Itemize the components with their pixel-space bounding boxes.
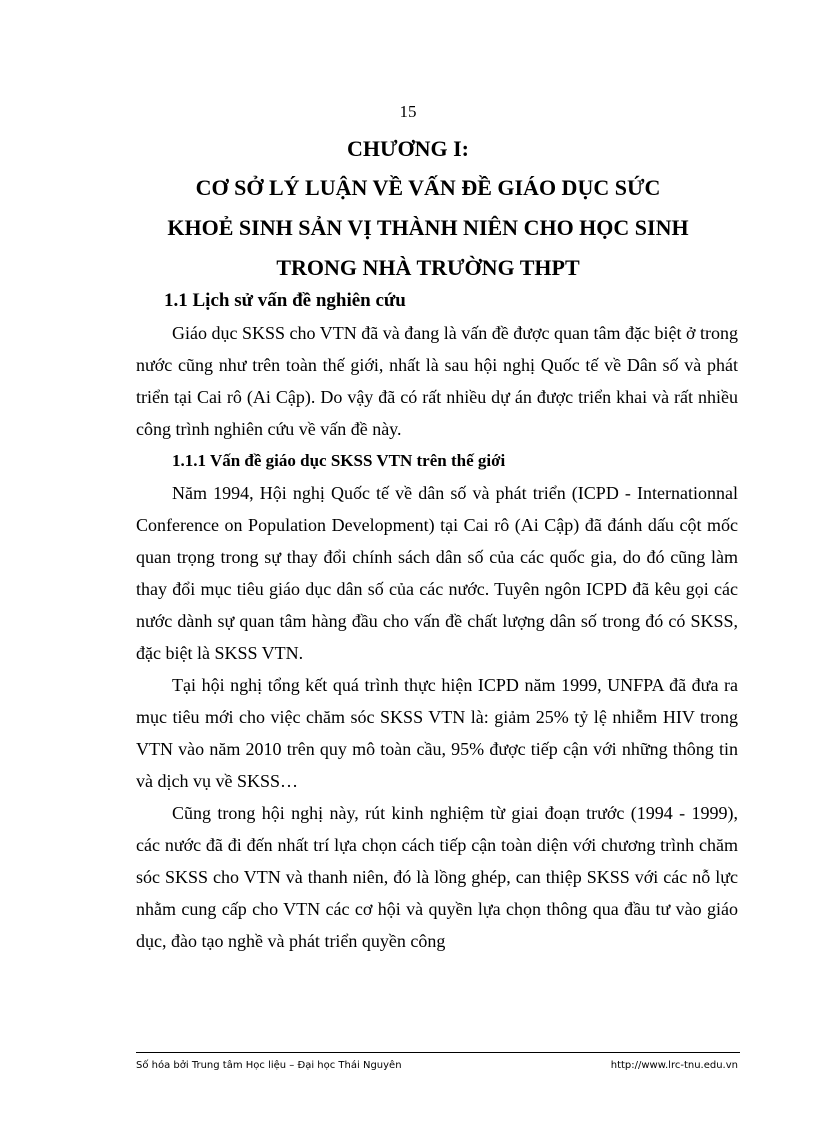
footer-url: http://www.lrc-tnu.edu.vn: [610, 1060, 738, 1071]
section-heading-1-1: 1.1 Lịch sử vấn đề nghiên cứu: [164, 290, 406, 311]
paragraph-4: Cũng trong hội nghị này, rút kinh nghiệm từ giai đoạn trước (1994 - 1999), các nước đã đi đến nhất trí lựa chọn cách tiếp cận toàn diện với chương trình chăm sóc SKSS cho VTN và thanh niên, đó là lồng ghép, can thiệp SKSS với các nỗ lực nhằm cung cấp cho VTN các cơ hội và quyền lựa chọn thông qua đầu tư vào giáo dục, đào tạo nghề và phát triển quyền công: [136, 803, 738, 951]
footer-divider: [136, 1052, 740, 1053]
paragraph-1: Giáo dục SKSS cho VTN đã và đang là vấn đề được quan tâm đặc biệt ở trong nước cũng như trên toàn thế giới, nhất là sau hội nghị Quốc tế về Dân số và phát triển tại Cai rô (Ai Cập). Do vậy đã có rất nhiều dự án được triển khai và rất nhiều công trình nghiên cứu về vấn đề này.: [136, 323, 738, 439]
paragraph-2: Năm 1994, Hội nghị Quốc tế về dân số và phát triển (ICPD - Internationnal Conference on Population Development) tại Cai rô (Ai Cập) đã đánh dấu cột mốc quan trọng trong sự thay đổi chính sách dân số của các quốc gia, do đó cũng làm thay đổi mục tiêu giáo dục dân số của các nước. Tuyên ngôn ICPD đã kêu gọi các nước dành sự quan tâm hàng đầu cho vấn đề chất lượng dân số trong đó có SKSS, đặc biệt là SKSS VTN.: [136, 483, 738, 663]
footer-source: Số hóa bởi Trung tâm Học liệu – Đại học Thái Nguyên: [136, 1060, 402, 1071]
chapter-heading-line-1: CƠ SỞ LÝ LUẬN VỀ VẤN ĐỀ GIÁO DỤC SỨC: [195, 175, 661, 200]
chapter-heading: [120, 168, 736, 288]
paragraph-3: Tại hội nghị tổng kết quá trình thực hiện ICPD năm 1999, UNFPA đã đưa ra mục tiêu mới cho việc chăm sóc SKSS VTN là: giảm 25% tỷ lệ nhiễm HIV trong VTN vào năm 2010 trên quy mô toàn cầu, 95% được tiếp cận với những thông tin và dịch vụ về SKSS…: [136, 675, 738, 791]
page-number: 15: [399, 102, 417, 121]
section-heading-1-1-1: 1.1.1 Vấn đề giáo dục SKSS VTN trên thế giới: [172, 451, 506, 470]
body-content: [136, 285, 738, 957]
chapter-title: CHƯƠNG I:: [346, 136, 469, 161]
chapter-heading-line-2: KHOẺ SINH SẢN VỊ THÀNH NIÊN CHO HỌC SINH: [167, 215, 689, 240]
chapter-heading-line-3: TRONG NHÀ TRƯỜNG THPT: [276, 255, 580, 280]
